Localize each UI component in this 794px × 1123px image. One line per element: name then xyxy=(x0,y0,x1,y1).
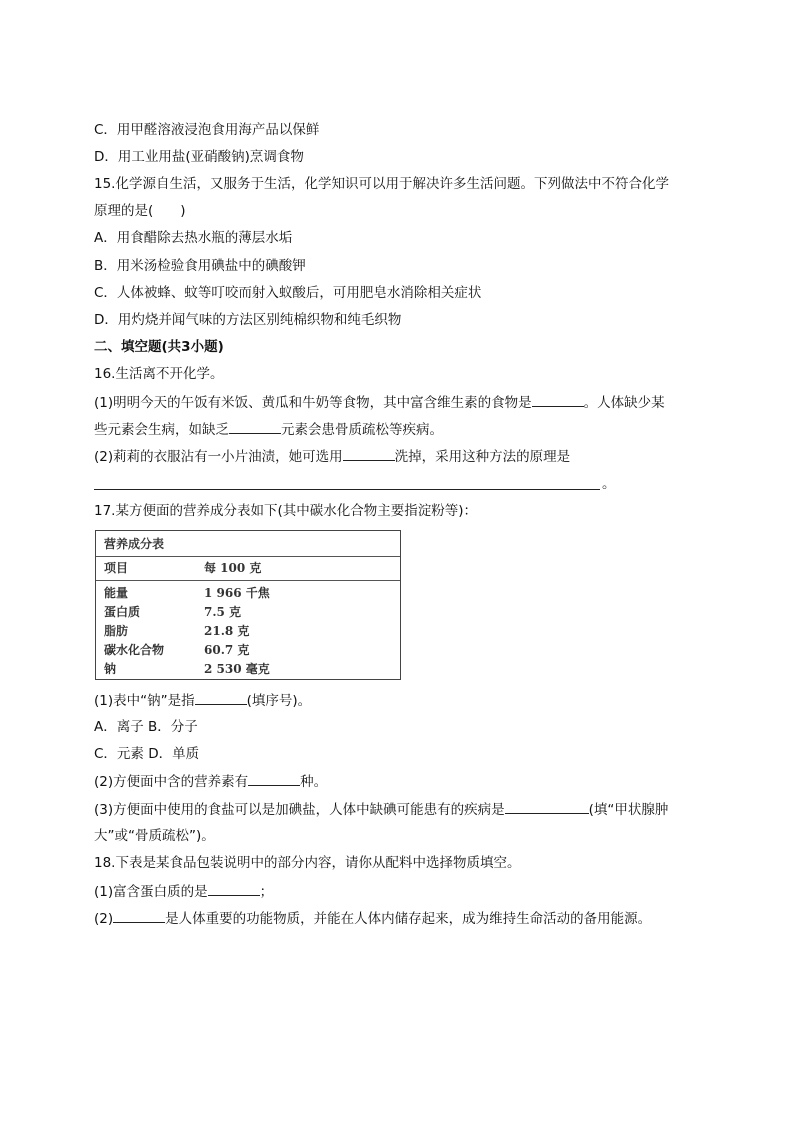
question-18-stem: 18.下表是某食品包装说明中的部分内容，请你从配料中选择物质填空。 xyxy=(94,855,521,871)
text: 元素会患骨质疏松等疾病。 xyxy=(281,422,443,438)
table-header-item: 项目 xyxy=(104,561,129,575)
answer-blank[interactable] xyxy=(195,690,247,705)
question-17-stem: 17.某方便面的营养成分表如下(其中碳水化合物主要指淀粉等)： xyxy=(94,503,478,519)
q16-part1-line1 xyxy=(94,392,665,413)
q18-part1 xyxy=(94,881,273,902)
text: (填“甲状腺肿 xyxy=(588,802,669,818)
row-name: 碳水化合物 xyxy=(104,643,165,657)
section-heading: 二、填空题(共3小题) xyxy=(94,339,224,355)
table-header-per100g: 每 100 克 xyxy=(204,561,262,575)
row-value: 60.7 克 xyxy=(204,643,250,657)
q16-part1-line2 xyxy=(94,419,443,440)
divider xyxy=(96,580,400,581)
text: (1)明明今天的午饭有米饭、黄瓜和牛奶等食物，其中富含维生素的食物是 xyxy=(94,395,532,411)
question-16-stem: 16.生活离不开化学。 xyxy=(94,366,224,382)
option-d-text: D．用工业用盐(亚硝酸钠)烹调食物 xyxy=(94,149,304,165)
text: 是人体重要的功能物质，并能在人体内储存起来，成为维持生命活动的备用能源。 xyxy=(165,911,652,927)
text: (2)莉莉的衣服沾有一小片油渍，她可选用 xyxy=(94,449,343,465)
q18-part2 xyxy=(94,908,651,929)
q17-part1 xyxy=(94,690,311,711)
answer-blank-long[interactable] xyxy=(94,489,600,490)
table-title: 营养成分表 xyxy=(104,537,165,551)
question-15-stem: 15.化学源自生活，又服务于生活，化学知识可以用于解决许多生活问题。下列做法中不符合化学 xyxy=(94,176,669,192)
nutrition-table xyxy=(95,530,401,680)
text: (1)表中“钠”是指 xyxy=(94,693,195,709)
text: (填序号)。 xyxy=(246,693,312,709)
text: (1)富含蛋白质的是 xyxy=(94,884,208,900)
q17-part2 xyxy=(94,771,327,792)
q15-option-c: C．人体被蜂、蚊等叮咬而射入蚁酸后，可用肥皂水消除相关症状 xyxy=(94,285,482,301)
answer-blank[interactable] xyxy=(505,799,589,814)
text: (2)方便面中含的营养素有 xyxy=(94,774,249,790)
q17-part3-line1 xyxy=(94,799,668,820)
q17-part3-line2: 大”或“骨质疏松”)。 xyxy=(94,828,215,844)
q15-option-a: A．用食醋除去热水瓶的薄层水垢 xyxy=(94,230,293,246)
divider xyxy=(96,556,400,557)
answer-blank[interactable] xyxy=(208,881,260,896)
row-value: 7.5 克 xyxy=(204,605,242,619)
row-value: 2 530 毫克 xyxy=(204,662,270,676)
end-punctuation: 。 xyxy=(602,476,616,492)
text: (3)方便面中使用的食盐可以是加碘盐，人体中缺碘可能患有的疾病是 xyxy=(94,802,505,818)
answer-blank[interactable] xyxy=(248,771,300,786)
answer-blank[interactable] xyxy=(343,446,395,461)
q16-part2-line1 xyxy=(94,446,570,467)
row-value: 21.8 克 xyxy=(204,624,250,638)
answer-blank[interactable] xyxy=(532,392,584,407)
answer-blank[interactable] xyxy=(113,908,165,923)
text: ； xyxy=(259,884,274,900)
q17-options-ab: A．离子 B．分子 xyxy=(94,719,198,735)
text: 。人体缺少某 xyxy=(583,395,665,411)
q15-option-b: B．用米汤检验食用碘盐中的碘酸钾 xyxy=(94,258,306,274)
answer-blank[interactable] xyxy=(229,419,281,434)
q15-option-d: D．用灼烧并闻气味的方法区别纯棉织物和纯毛织物 xyxy=(94,312,402,328)
text: 些元素会生病，如缺乏 xyxy=(94,422,229,438)
row-name: 能量 xyxy=(104,586,129,600)
row-name: 蛋白质 xyxy=(104,605,141,619)
question-15-stem-cont: 原理的是( ) xyxy=(94,203,186,219)
option-c-text: C．用甲醛溶液浸泡食用海产品以保鲜 xyxy=(94,122,320,138)
q17-options-cd: C．元素 D．单质 xyxy=(94,746,200,762)
text: (2) xyxy=(94,911,114,927)
text: 种。 xyxy=(300,774,328,790)
row-name: 钠 xyxy=(104,662,117,676)
row-name: 脂肪 xyxy=(104,624,129,638)
row-value: 1 966 千焦 xyxy=(204,586,270,600)
text: 洗掉，采用这种方法的原理是 xyxy=(394,449,571,465)
